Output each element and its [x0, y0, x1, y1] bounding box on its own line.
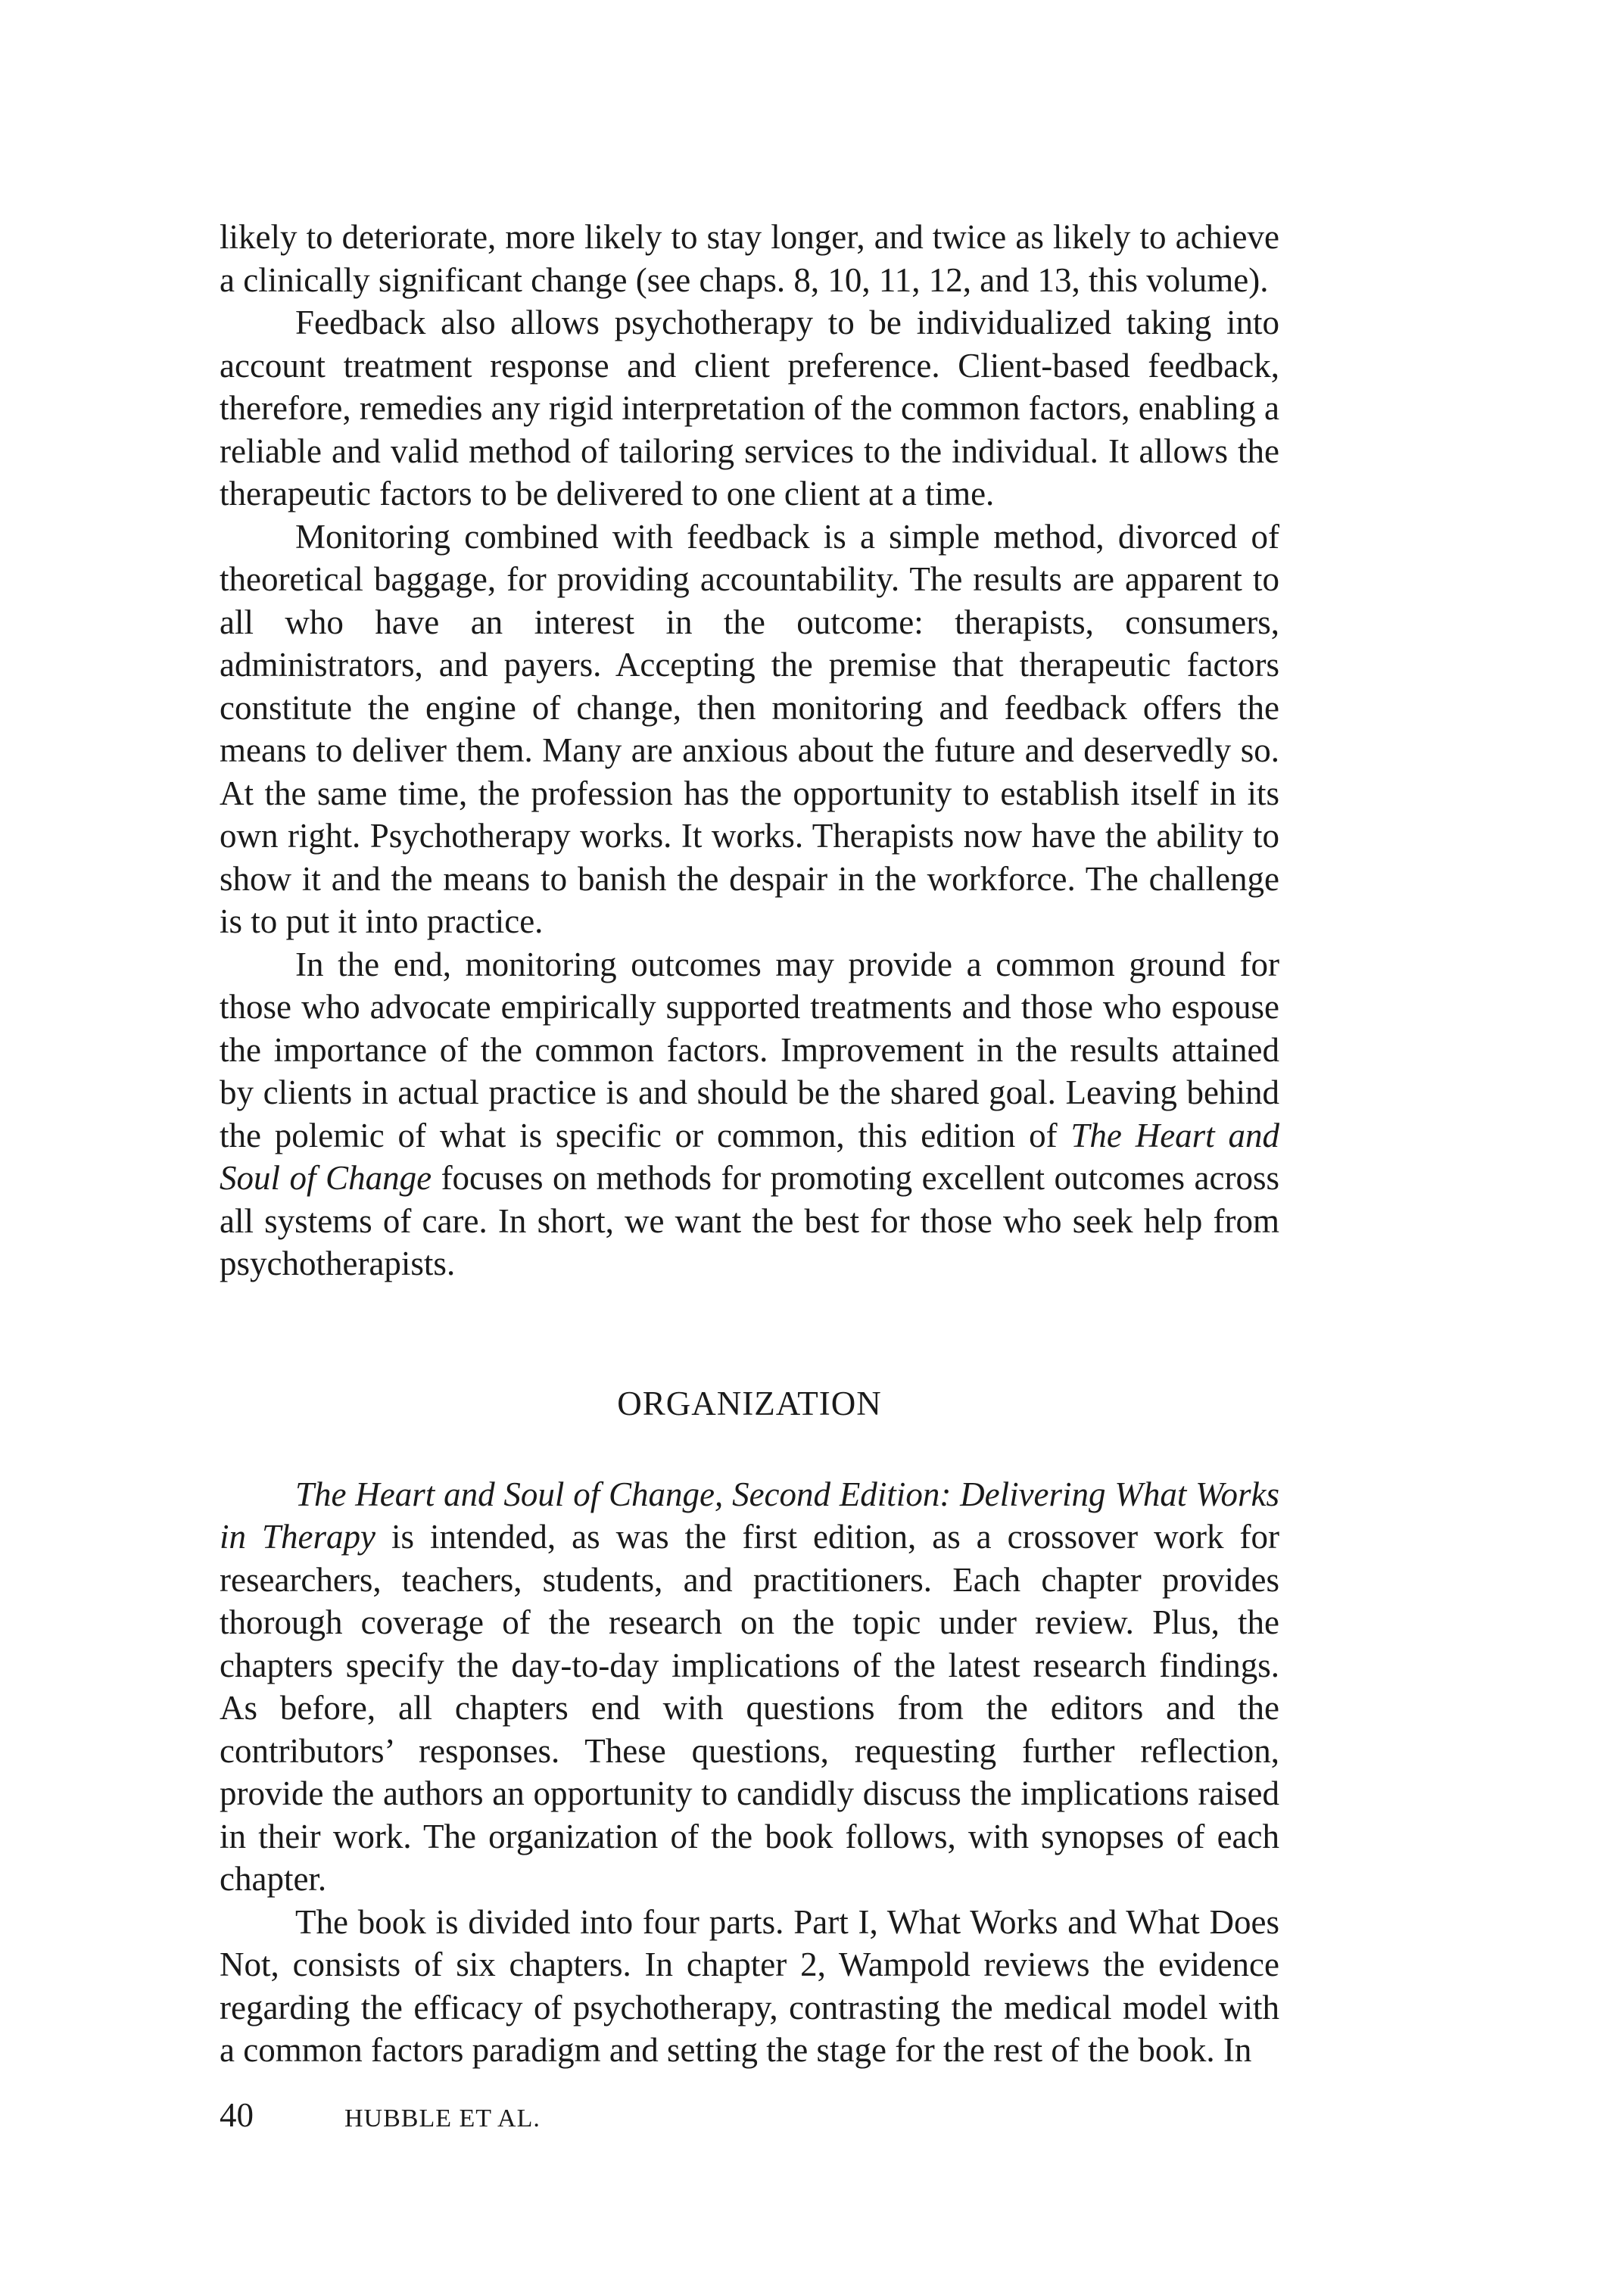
paragraph-book-parts: The book is divided into four parts. Part I, What Works and What Does Not, consists of six chapters. In chapter 2, Wampold reviews the evidence regarding the efficacy of psychotherapy, contrasting the medical model with a common factors paradigm and setting the stage for the rest of the book. In — [220, 1902, 1279, 2069]
paragraph-monitoring: Monitoring combined with feedback is a simple method, divorced of theoretical baggage, for providing accountability. The results are apparent to all who have an interest in the outcome: therapists, consumers, administrators, and payers. Accepting the premise that therapeutic factors constitute the engine of change, then monitoring and feedback offers the means to deliver them. Many are anxious about the future and deservedly so. At the same time, the profession has the opportunity to establish itself in its own right. Psychotherapy works. It works. Therapists now have the ability to show it and the means to banish the despair in the workforce. The challenge is to put it into practice. — [220, 517, 1279, 940]
paragraph-feedback: Feedback also allows psychotherapy to be individualized taking into account treatment response and client preference. Client-based feedback, therefore, remedies any rigid interpretation of the common factors, enabling a reliable and valid method of tailoring services to the individual. It allows the therapeutic factors to be delivered to one client at a time. — [220, 304, 1279, 512]
running-head: HUBBLE ET AL. — [344, 2104, 541, 2132]
paragraph-text: is intended, as was the first edition, as a crossover work for researchers, teachers, students, and practitioners. Each chapter provides thorough coverage of the research on the topic under review. Plus, the chapters specify the day-to-day implications of the latest research findings. As before, all chapters end with questions from the editors and the contributors’ responses. These questions, requesting further reflection, provide the authors an opportunity to candidly discuss the implications raised in their work. The organization of the book follows, with synopses of each chapter. — [220, 1518, 1279, 1898]
book-title: The Heart and Soul of Change — [220, 1116, 1279, 1197]
section-heading: ORGANIZATION — [617, 1384, 882, 1422]
page-number: 40 — [220, 2096, 254, 2134]
paragraph-text: focuses on methods for promoting excellent outcomes across all systems of care. In short, we want the best for those who seek help from psychotherapists. — [220, 1159, 1279, 1282]
paragraph-text: In the end, monitoring outcomes may provide a common ground for those who advocate empirically supported treatments and those who espouse the importance of the common factors. Improvement in the results attained by clients in actual practice is and should be the shared goal. Leaving behind the polemic of what is specific or common, this edition of — [220, 945, 1279, 1154]
paragraph-organization-intro — [220, 1473, 1279, 1901]
paragraph-in-the-end — [220, 943, 1279, 1285]
page-footer — [220, 2094, 541, 2140]
page-body — [220, 216, 1279, 2072]
paragraph-continuation: likely to deteriorate, more likely to stay longer, and twice as likely to achieve a clinically significant change (see chaps. 8, 10, 11, 12, and 13, this volume). — [220, 218, 1279, 299]
book-title: The Heart and Soul of Change, Second Edition: Delivering What Works in Therapy — [220, 1475, 1279, 1556]
